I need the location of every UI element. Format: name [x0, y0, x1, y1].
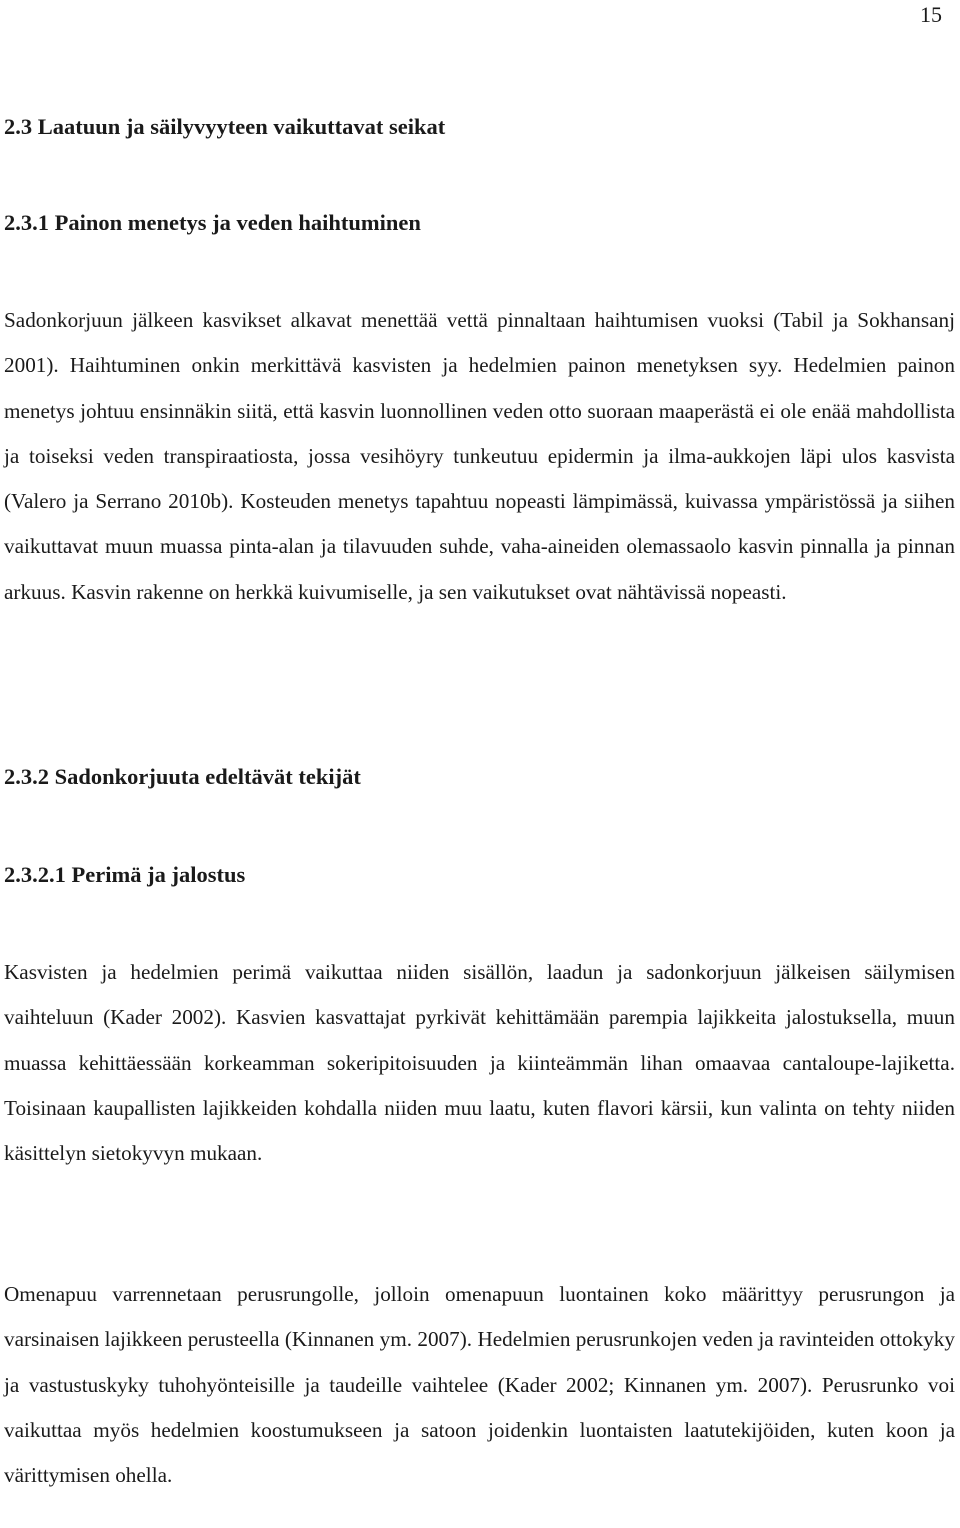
- section-heading-2-3-2: 2.3.2 Sadonkorjuuta edeltävät tekijät: [4, 764, 361, 789]
- paragraph-genetics: Kasvisten ja hedelmien perimä vaikuttaa niiden sisällön, laadun ja sadonkorjuun jälkeisen säilymisen vaihteluun (Kader 2002). Kasvien kasvattajat pyrkivät kehittämään parempia lajikkeita jalostuksella, muun muassa kehittäessään korkeamman sokeripitoisuuden ja kiinteämmän lihan omaavaa cantaloupe-lajiketta. Toisinaan kaupallisten lajikkeiden kohdalla niiden muu laatu, kuten flavori kärsii, kun valinta on tehty niiden käsittelyn sietokyvyn mukaan.: [4, 960, 955, 1166]
- page-number: 15: [920, 2, 942, 27]
- section-heading-2-3-2-1: 2.3.2.1 Perimä ja jalostus: [4, 862, 246, 887]
- paragraph-water-loss: Sadonkorjuun jälkeen kasvikset alkavat menettää vettä pinnaltaan haihtumisen vuoksi (Tabil ja Sokhansanj 2001). Haihtuminen onkin merkittävä kasvisten ja hedelmien painon menetyksen syy. Hedelmien painon menetys johtuu ensinnäkin siitä, että kasvin luonnollinen veden otto suoraan maaperästä ei ole enää mahdollista ja toiseksi veden transpiraatiosta, jossa vesihöyry tunkeutuu epidermin ja ilma-aukkojen läpi ulos kasvista (Valero ja Serrano 2010b). Kosteuden menetys tapahtuu nopeasti lämpimässä, kuivassa ympäristössä ja siihen vaikuttavat muun muassa pinta-alan ja tilavuuden suhde, vaha-aineiden olemassaolo kasvin pinnalla ja pinnan arkuus. Kasvin rakenne on herkkä kuivumiselle, ja sen vaikutukset ovat nähtävissä nopeasti.: [4, 308, 955, 604]
- paragraph-rootstock: Omenapuu varrennetaan perusrungolle, jolloin omenapuun luontainen koko määrittyy perusrungon ja varsinaisen lajikkeen perusteella (Kinnanen ym. 2007). Hedelmien perusrunkojen veden ja ravinteiden ottokyky ja vastustuskyky tuhohyönteisille ja taudeille vaihtelee (Kader 2002; Kinnanen ym. 2007). Perusrunko voi vaikuttaa myös hedelmien koostumukseen ja satoon joidenkin luontaisten laatutekijöiden, kuten koon ja värittymisen ohella.: [4, 1282, 955, 1488]
- section-heading-2-3: 2.3 Laatuun ja säilyvyyteen vaikuttavat seikat: [4, 114, 446, 139]
- section-heading-2-3-1: 2.3.1 Painon menetys ja veden haihtuminen: [4, 210, 421, 235]
